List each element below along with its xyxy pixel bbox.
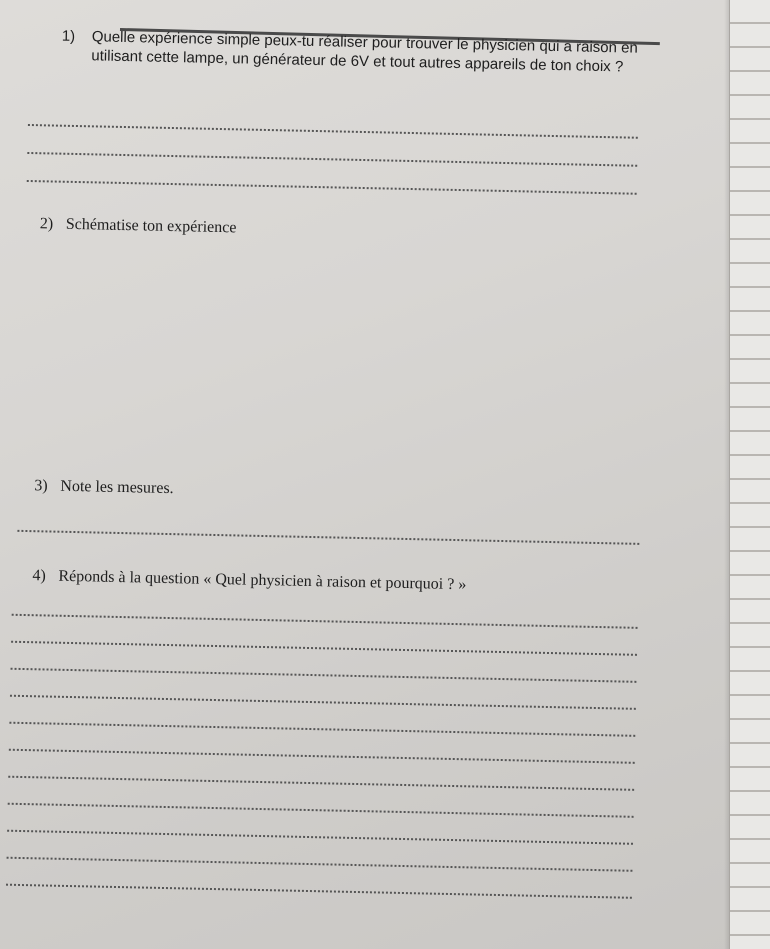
answer-line[interactable] bbox=[27, 152, 637, 167]
answer-line[interactable] bbox=[9, 722, 635, 737]
question-1-text: Quelle expérience simple peux-tu réaliser pour trouver le physicien qui a raison en utilisant cette lampe, un générateur de 6V et tout autres appareils de ton choix ? bbox=[91, 28, 638, 76]
question-1-number: 1) bbox=[61, 27, 76, 45]
question-4-text: Réponds à la question « Quel physicien à raison et pourquoi ? » bbox=[58, 567, 467, 594]
lined-paper-edge bbox=[729, 0, 770, 949]
question-4-number: 4) bbox=[32, 567, 46, 585]
answer-line[interactable] bbox=[11, 668, 637, 683]
question-1-text-block bbox=[61, 27, 652, 77]
answer-line[interactable] bbox=[8, 776, 634, 791]
question-1 bbox=[61, 27, 652, 77]
answer-line[interactable] bbox=[27, 180, 637, 195]
answer-line[interactable] bbox=[10, 695, 636, 710]
question-3 bbox=[34, 476, 174, 499]
worksheet-content bbox=[30, 26, 670, 594]
answer-line[interactable] bbox=[7, 857, 633, 872]
question-4 bbox=[32, 566, 466, 595]
question-2-number: 2) bbox=[39, 215, 54, 233]
answer-line[interactable] bbox=[12, 614, 638, 629]
answer-line[interactable] bbox=[28, 124, 638, 139]
question-3-text: Note les mesures. bbox=[60, 477, 174, 498]
question-2 bbox=[40, 214, 237, 238]
drawing-area[interactable] bbox=[21, 241, 636, 479]
answer-line[interactable] bbox=[17, 530, 639, 545]
question-3-number: 3) bbox=[34, 477, 48, 495]
question-2-text: Schématise ton expérience bbox=[65, 215, 237, 237]
answer-line[interactable] bbox=[6, 884, 632, 899]
answer-line[interactable] bbox=[7, 830, 633, 845]
answer-line[interactable] bbox=[11, 641, 637, 656]
answer-line[interactable] bbox=[9, 749, 635, 764]
answer-line[interactable] bbox=[8, 803, 634, 818]
